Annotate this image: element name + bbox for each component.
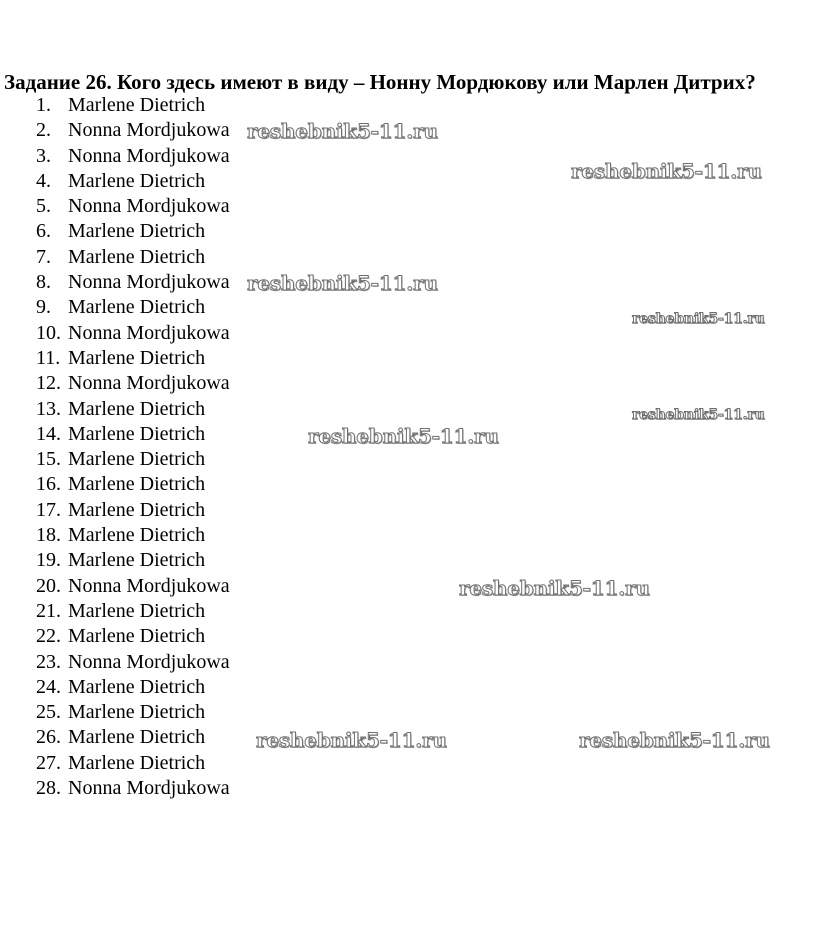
item-number: 21. bbox=[36, 599, 61, 622]
item-answer: Marlene Dietrich bbox=[68, 220, 206, 243]
item-number: 23. bbox=[36, 650, 61, 673]
item-number: 22. bbox=[36, 625, 61, 648]
item-number: 24. bbox=[36, 675, 61, 698]
watermark: reshebnik5-11.ru bbox=[247, 119, 438, 143]
item-number: 4. bbox=[36, 169, 51, 192]
item-number: 20. bbox=[36, 574, 61, 597]
item-number: 17. bbox=[36, 498, 61, 521]
item-answer: Marlene Dietrich bbox=[68, 549, 206, 572]
item-number: 3. bbox=[36, 144, 51, 167]
item-number: 16. bbox=[36, 473, 61, 496]
item-number: 27. bbox=[36, 751, 61, 774]
item-answer: Nonna Mordjukowa bbox=[68, 777, 230, 800]
item-number: 6. bbox=[36, 220, 51, 243]
watermark: reshebnik5-11.ru bbox=[459, 576, 650, 600]
item-answer: Marlene Dietrich bbox=[68, 245, 206, 268]
item-answer: Marlene Dietrich bbox=[68, 675, 206, 698]
watermark: reshebnik5-11.ru bbox=[632, 311, 765, 327]
item-answer: Marlene Dietrich bbox=[68, 751, 206, 774]
item-answer: Marlene Dietrich bbox=[68, 498, 206, 521]
item-number: 10. bbox=[36, 321, 61, 344]
item-number: 19. bbox=[36, 549, 61, 572]
watermark: reshebnik5-11.ru bbox=[308, 424, 499, 448]
item-answer: Marlene Dietrich bbox=[68, 169, 206, 192]
item-number: 8. bbox=[36, 271, 51, 294]
item-answer: Nonna Mordjukowa bbox=[68, 574, 230, 597]
task-heading: Задание 26. Кого здесь имеют в виду – Нонну Мордюкову или Марлен Дитрих? bbox=[4, 70, 756, 94]
item-answer: Nonna Mordjukowa bbox=[68, 321, 230, 344]
item-answer: Nonna Mordjukowa bbox=[68, 195, 230, 218]
watermark: reshebnik5-11.ru bbox=[247, 271, 438, 295]
item-answer: Marlene Dietrich bbox=[68, 94, 206, 116]
item-answer: Marlene Dietrich bbox=[68, 625, 206, 648]
item-number: 2. bbox=[36, 119, 51, 142]
watermark: reshebnik5-11.ru bbox=[256, 728, 447, 752]
item-answer: Marlene Dietrich bbox=[68, 473, 206, 496]
item-number: 15. bbox=[36, 448, 61, 471]
item-answer: Marlene Dietrich bbox=[68, 296, 206, 319]
item-answer: Nonna Mordjukowa bbox=[68, 271, 230, 294]
item-number: 18. bbox=[36, 524, 61, 547]
item-answer: Nonna Mordjukowa bbox=[68, 119, 230, 142]
item-number: 25. bbox=[36, 701, 61, 724]
item-answer: Marlene Dietrich bbox=[68, 397, 206, 420]
item-answer: Marlene Dietrich bbox=[68, 726, 206, 749]
item-answer: Marlene Dietrich bbox=[68, 422, 206, 445]
item-answer: Nonna Mordjukowa bbox=[68, 650, 230, 673]
item-answer: Marlene Dietrich bbox=[68, 599, 206, 622]
item-number: 7. bbox=[36, 245, 51, 268]
item-answer: Nonna Mordjukowa bbox=[68, 144, 230, 167]
item-number: 14. bbox=[36, 422, 61, 445]
watermark: reshebnik5-11.ru bbox=[632, 407, 765, 423]
item-answer: Nonna Mordjukowa bbox=[68, 372, 230, 395]
item-number: 12. bbox=[36, 372, 61, 395]
item-number: 1. bbox=[36, 94, 51, 116]
item-answer: Marlene Dietrich bbox=[68, 448, 206, 471]
item-number: 9. bbox=[36, 296, 51, 319]
watermark: reshebnik5-11.ru bbox=[571, 159, 762, 183]
item-number: 13. bbox=[36, 397, 61, 420]
watermark: reshebnik5-11.ru bbox=[579, 728, 770, 752]
item-answer: Marlene Dietrich bbox=[68, 701, 206, 724]
item-number: 11. bbox=[36, 346, 61, 369]
item-number: 28. bbox=[36, 777, 61, 800]
item-number: 5. bbox=[36, 195, 51, 218]
item-answer: Marlene Dietrich bbox=[68, 346, 206, 369]
item-number: 26. bbox=[36, 726, 61, 749]
item-answer: Marlene Dietrich bbox=[68, 524, 206, 547]
